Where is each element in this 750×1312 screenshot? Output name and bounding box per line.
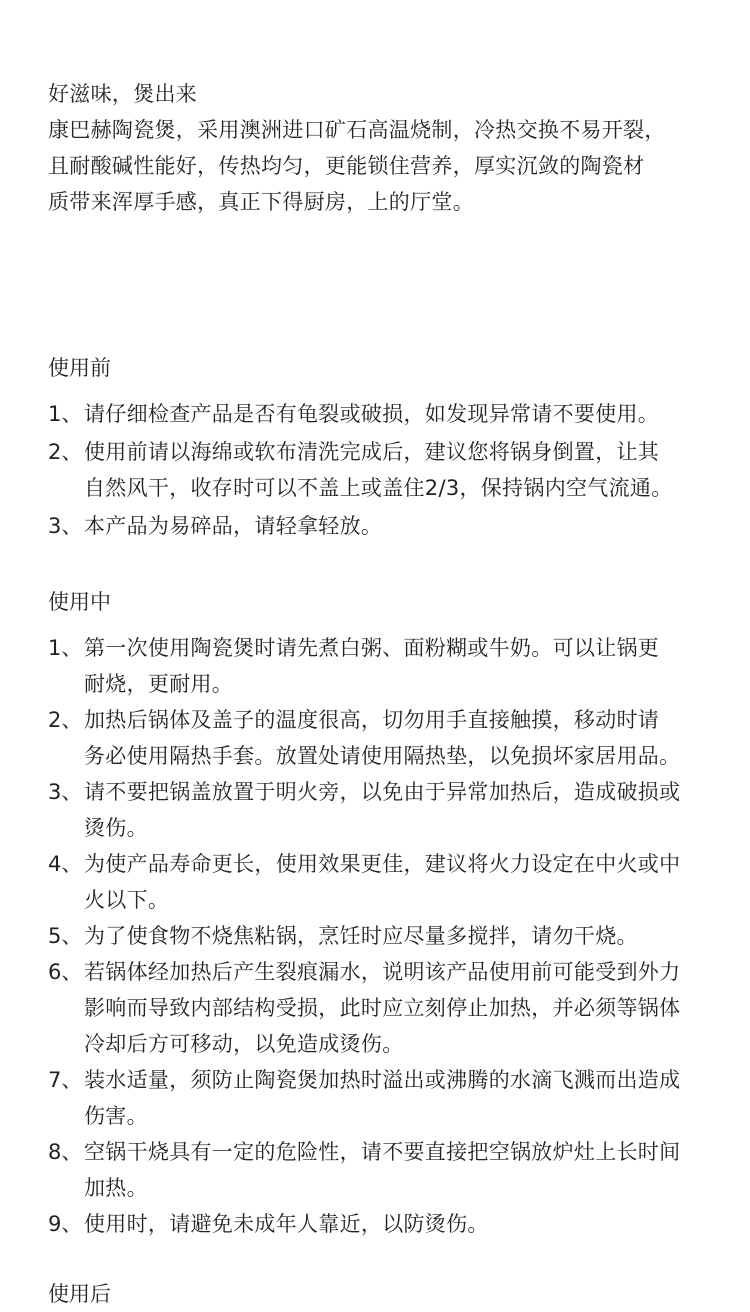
list-item <box>48 396 728 432</box>
list-item-line: 本产品为易碎品，请轻拿轻放。 <box>84 514 383 538</box>
list-item-line: 耐烧，更耐用。 <box>84 672 234 696</box>
list-item-line: 为了使食物不烧焦粘锅，烹饪时应尽量多搅拌，请勿干烧。 <box>84 924 638 948</box>
list-item <box>48 846 728 918</box>
during-use-list <box>48 630 728 1242</box>
during-use-heading: 使用中 <box>48 590 111 614</box>
list-item-number: 3、 <box>48 514 83 538</box>
list-item-number: 1、 <box>48 636 83 660</box>
list-item-line: 空锅干烧具有一定的危险性，请不要直接把空锅放炉灶上长时间 <box>84 1140 681 1164</box>
list-item-text <box>84 1206 728 1242</box>
list-item-line: 冷却后方可移动，以免造成烫伤。 <box>84 1032 404 1056</box>
list-item <box>48 918 728 954</box>
list-item-text <box>84 434 728 506</box>
intro-title: 好滋味，煲出来 <box>48 82 198 106</box>
list-item <box>48 1062 728 1134</box>
list-item-line: 烫伤。 <box>84 816 148 840</box>
list-item-line: 加热。 <box>84 1176 148 1200</box>
list-item-number: 1、 <box>48 402 83 426</box>
after-use-section <box>48 1276 728 1312</box>
list-item-text <box>84 630 728 702</box>
list-item-number: 2、 <box>48 440 83 464</box>
list-item-number: 2、 <box>48 708 83 732</box>
before-use-list <box>48 396 728 544</box>
list-item-text <box>84 1062 728 1134</box>
list-item-text <box>84 508 728 544</box>
list-item-text <box>84 1134 728 1206</box>
list-item <box>48 1134 728 1206</box>
list-item-line: 若锅体经加热后产生裂痕漏水，说明该产品使用前可能受到外力 <box>84 960 681 984</box>
list-item <box>48 954 728 1062</box>
list-item-text <box>84 774 728 846</box>
list-item-line: 装水适量，须防止陶瓷煲加热时溢出或沸腾的水滴飞溅而出造成 <box>84 1068 681 1092</box>
intro-section <box>48 76 728 220</box>
list-item-line: 请仔细检查产品是否有龟裂或破损，如发现异常请不要使用。 <box>84 402 660 426</box>
list-item-number: 8、 <box>48 1140 83 1164</box>
list-item <box>48 702 728 774</box>
list-item-line: 使用时，请避免未成年人靠近，以防烫伤。 <box>84 1212 489 1236</box>
list-item-text <box>84 918 728 954</box>
intro-line: 康巴赫陶瓷煲，采用澳洲进口矿石高温烧制，冷热交换不易开裂， <box>48 118 666 142</box>
list-item <box>48 1206 728 1242</box>
list-item-number: 7、 <box>48 1068 83 1092</box>
list-item-text <box>84 702 728 774</box>
list-item-line: 伤害。 <box>84 1104 148 1128</box>
list-item-line: 自然风干，收存时可以不盖上或盖住2/3，保持锅内空气流通。 <box>84 476 673 500</box>
list-item-line: 火以下。 <box>84 888 170 912</box>
list-item-line: 加热后锅体及盖子的温度很高，切勿用手直接触摸，移动时请 <box>84 708 660 732</box>
list-item <box>48 774 728 846</box>
list-item-number: 3、 <box>48 780 83 804</box>
list-item-number: 6、 <box>48 960 83 984</box>
list-item <box>48 508 728 544</box>
list-item-number: 5、 <box>48 924 83 948</box>
list-item <box>48 630 728 702</box>
list-item-text <box>84 396 728 432</box>
list-item-line: 请不要把锅盖放置于明火旁，以免由于异常加热后，造成破损或 <box>84 780 681 804</box>
list-item-line: 使用前请以海绵或软布清洗完成后，建议您将锅身倒置，让其 <box>84 440 660 464</box>
after-use-heading: 使用后 <box>48 1282 111 1306</box>
list-item-number: 9、 <box>48 1212 83 1236</box>
list-item-text <box>84 954 728 1062</box>
list-item-line: 影响而导致内部结构受损，此时应立刻停止加热，并必须等锅体 <box>84 996 681 1020</box>
list-item-number: 4、 <box>48 852 83 876</box>
list-item-line: 第一次使用陶瓷煲时请先煮白粥、面粉糊或牛奶。可以让锅更 <box>84 636 660 660</box>
before-use-section <box>48 350 728 544</box>
before-use-heading: 使用前 <box>48 356 111 380</box>
list-item <box>48 434 728 506</box>
list-item-line: 务必使用隔热手套。放置处请使用隔热垫，以免损坏家居用品。 <box>84 744 681 768</box>
intro-line: 且耐酸碱性能好，传热均匀，更能锁住营养，厚实沉敛的陶瓷材 <box>48 154 645 178</box>
list-item-text <box>84 846 728 918</box>
list-item-line: 为使产品寿命更长，使用效果更佳，建议将火力设定在中火或中 <box>84 852 681 876</box>
during-use-section <box>48 584 728 1242</box>
intro-line: 质带来浑厚手感，真正下得厨房，上的厅堂。 <box>48 190 474 214</box>
